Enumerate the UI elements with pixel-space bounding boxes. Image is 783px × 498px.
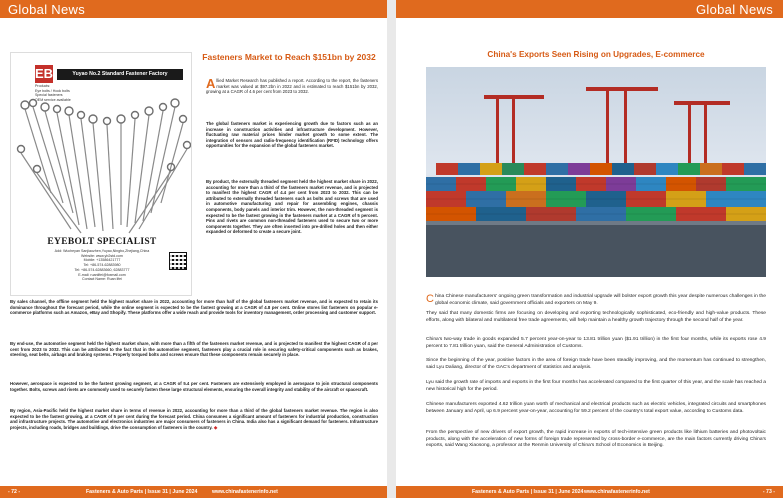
article-paragraph: By end-use, the automotive segment held the highest market share, with more than a fifth of the fasteners market revenue, and is projected to manifest the highest CAGR of 4 per cent from 2023 to 2032. This can be attributed to the fact that in the automotive segment, fasteners play a crucial role in securing safety-critical components such as brakes, steering, seat belts, airbags and braking systems. Properly torqued bolts and screws ensure that these components remain securely in place. — [10, 341, 378, 358]
advert-contact-line: E-mail: ruanlifei@foxmail.com — [78, 272, 126, 277]
qr-code-icon — [169, 252, 187, 270]
article-paragraph-last — [10, 408, 378, 430]
magazine-issue: Fasteners & Auto Parts | Issue 31 | June 2024 — [86, 489, 198, 495]
left-page — [0, 0, 387, 498]
right-page-footer — [396, 486, 783, 498]
article-paragraph: The global fasteners market is experiencing growth due to factors such as an increase in construction activities and infrastructure development. However, fluctuating raw material prices hinder market growth to some extent. The integration of sensors and radio-frequency identification (RFID) technology offers opportunities for the expansion of the global fasteners market. — [206, 121, 378, 149]
website-link[interactable]: www.chinafastenerinfo.net — [212, 489, 278, 495]
advert-contact-line: Website: www.yb2std.com — [81, 253, 123, 258]
advert-contact-line: Mobile: +13586421777 — [83, 258, 121, 263]
factory-logo: EB — [35, 66, 54, 81]
article-intro — [206, 78, 378, 95]
article-intro — [426, 294, 766, 307]
article-paragraph: Lyu said the growth rate of imports and exports in the first four months has accelerated compared to the first quarter of this year, and the scale has reached a new historical high for the period. — [426, 380, 766, 392]
advert-contact-line: Add: Wucheyan Sanjiaozhen,Yuyao,Ningbo,Zhejiang,China — [54, 249, 150, 253]
eyebolt-advert — [10, 52, 192, 296]
eyebolt-specialist-heading: EYEBOLT SPECIALIST — [47, 237, 157, 247]
advert-info-line: Eye bolts / Hook bolts — [35, 88, 70, 93]
left-page-footer — [0, 486, 387, 498]
article-title-exports: China's Exports Seen Rising on Upgrades, E-commerce — [487, 50, 705, 59]
advert-contact-block — [41, 249, 163, 282]
advert-info-line: OEM service available — [35, 97, 71, 102]
section-title: Global News — [8, 2, 85, 17]
drop-cap: A — [206, 76, 216, 91]
advert-contact-line: Tel: +86-574-62883660, 62883777 — [74, 267, 130, 272]
magazine-issue: Fasteners & Auto Parts | Issue 31 | June 2024 — [472, 489, 584, 495]
article-title-fasteners: Fasteners Market to Reach $151bn by 2032 — [202, 52, 376, 62]
page-number: - 72 - — [8, 489, 21, 495]
article-end-icon: ◆ — [213, 424, 218, 430]
advert-contact-line: Contact Name: Ruan lifei — [82, 277, 122, 282]
left-page-header-band — [0, 0, 387, 18]
article-paragraph-text: By region, Asia-Pacific held the highest market share in terms of revenue in 2022, accounting for more than a third of the global fasteners market revenue. The region is also expected to be the fastest growing, at a CAGR of 5 per cent during the forecast period. China consumes a significant amount of fasteners for industrial production, construction and infrastructure projects. The automotive and electronics industries are major consumers of fasteners in China. India also has a significant demand for fasteners. Infrastructure projects, including roads, bridges and buildings, drive the consumption of fasteners in the country. — [10, 408, 378, 430]
container-port-photo — [426, 67, 766, 277]
article-paragraph: From the perspective of new drivers of export growth, the rapid increase in exports of tech-intensive green products like lithium batteries and photovoltaic products, along with the acceleration of new forms of foreign trade represented by cross-border e-commerce, are the main factors currently driving China's exports, said Wang Xiaosong, a professor at the Renmin University of China's School of Economics in Beijing. — [426, 430, 766, 449]
advert-info-line: Products: — [35, 84, 51, 88]
section-title: Global News — [696, 2, 773, 17]
article-paragraph: Since the beginning of the year, positive factors in the area of foreign trade have been steadily improving, and the momentum has continued to strengthen, said Lyu Daliang, director of the GAC's department of statistics and analysis. — [426, 358, 766, 370]
shipping-container-icon — [426, 67, 766, 277]
advert-contact-line: Tel: +86-574-62883980 — [83, 263, 121, 268]
article-paragraph: China's two-way trade in goods expanded 5.7 percent year-on-year to 13.81 trillion yuan ($1.91 trillion) in the first four months, while its exports rose 4.9 percent to 7.81 trillion yuan, said the General Administration of Customs. — [426, 337, 766, 349]
article-intro-text: hina Chinese manufacturers' ongoing green transformation and industrial upgrade will bolster export growth this year despite numerous challenges in the global economic climate, said government officials and exporters on May 9. — [434, 294, 766, 306]
article-paragraph: Chinese manufacturers exported 4.62 trillion yuan worth of mechanical and electrical products such as electric vehicles, integrated circuits and smartphones between January and April, up 6.9 percent year-on-year, accounting for 59.2 percent of the country's total export value, according to Customs data. — [426, 402, 766, 414]
right-page — [396, 0, 783, 498]
advert-info-line: Special fasteners — [35, 93, 63, 98]
article-paragraph: By sales channel, the offline segment held the highest market share in 2022, accounting for more than half of the global fasteners market revenue, and is expected to retain its dominance throughout the forecast period, while the online segment is expected to be the fastest growing at a CAGR of 4.8 per cent. Online stores list fasteners on popular e-commerce platforms such as Amazon, eBay and Shopify. These platforms offer a wide reach and provide tools for inventory management, order processing and customer support. — [10, 299, 378, 316]
article-paragraph: They said that many domestic firms are focusing on developing and exporting technologically sophisticated, eco-friendly and high-value products. These efforts, along with bilateral and multilateral free trade agreements, will help maintain a healthy growth trajectory through the second half of the year. — [426, 311, 766, 323]
page-number: - 73 - — [762, 489, 775, 495]
article-intro-text: llied Market Research has published a report. According to the report, the fasteners market was valued at $97.2bn in 2022 and is estimated to reach $151bn by 2032, growing at a CAGR of 4.6 per cent from 2023 to 2032. — [206, 78, 378, 95]
drop-cap: C — [426, 293, 434, 305]
website-link[interactable]: www.chinafastenerinfo.net — [584, 489, 650, 495]
eyebolt-icon — [21, 107, 187, 233]
article-paragraph: However, aerospace is expected to be the fastest growing segment, at a CAGR of 5.4 per cent. Fasteners are extensively employed in aerospace to join structural components together. Bolts, screws and rivets are commonly used to securely fasten these large structural elements, ensuring the overall integrity and stability of the aircraft or spacecraft. — [10, 381, 378, 392]
article-paragraph: By product, the externally threaded segment held the highest market share in 2022, accounting for more than a third of the fasteners market revenue, and is projected to manifest the highest CAGR of 4.4 per cent from 2023 to 2032. This can be attributed to externally threaded fasteners such as bolts and screws that are used in automotive manufacturing and repair for assembling engines, chassis components, body panels and interior trim. However, the non-threaded segment is expected to be the fastest growing in the fasteners market at a CAGR of 5 percent. Pins and rivets are common non-threaded fasteners used to secure two or more components together. They are often inserted into pre-drilled holes and then either expanded or deformed to create a secure joint. — [206, 179, 378, 235]
right-page-header-band — [396, 0, 783, 18]
factory-name-band: Yuyao No.2 Standard Fastener Factory — [57, 69, 183, 80]
